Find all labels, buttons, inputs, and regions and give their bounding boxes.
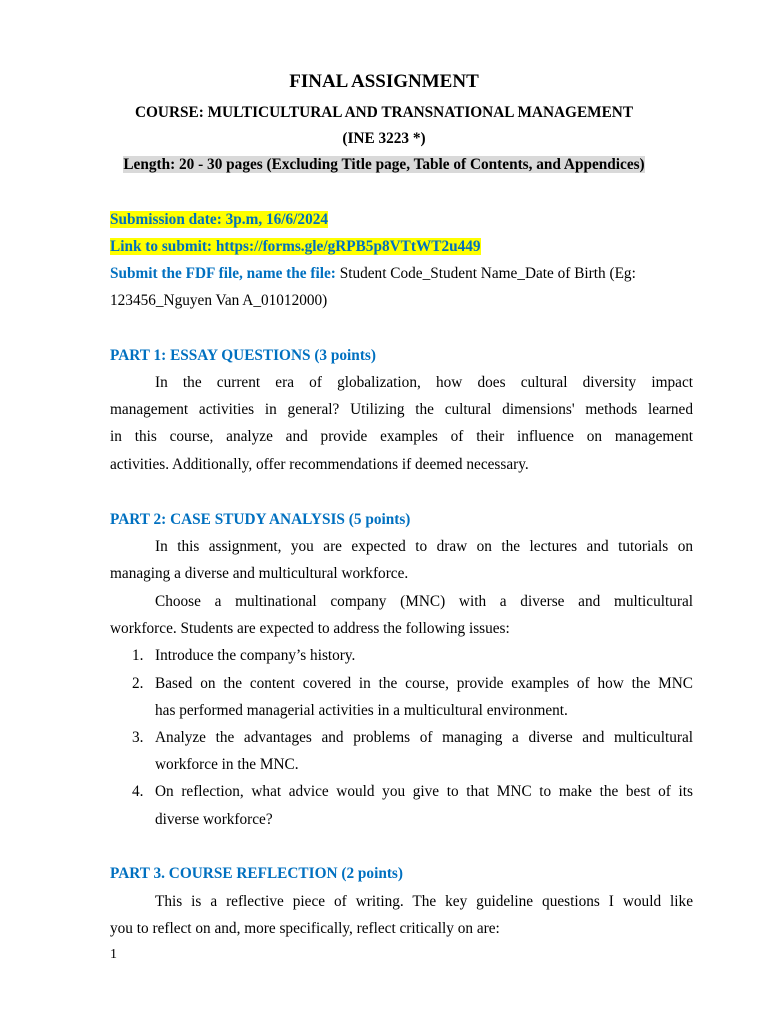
part3-line: This is a reflective piece of writing. The key guideline questions I would like <box>155 893 693 910</box>
part2-paragraph-line: In this assignment, you are expected to draw on the lectures and tutorials on <box>155 538 693 555</box>
course-code: (INE 3223 *) <box>342 130 426 147</box>
part3-line: you to reflect on and, more specifically, reflect critically on are: <box>110 920 500 937</box>
list-item: Introduce the company’s history. <box>155 647 356 664</box>
course-title: COURSE: MULTICULTURAL AND TRANSNATIONAL MANAGEMENT <box>134 104 634 121</box>
file-name-line <box>110 264 693 284</box>
list-number: 2. <box>132 675 144 692</box>
submission-date-line <box>110 210 693 230</box>
submission-date: Submission date: 3p.m, 16/6/2024 <box>110 211 329 228</box>
list-item: Analyze the advantages and problems of managing a diverse and multicultural <box>155 729 693 746</box>
part2-paragraph-line: managing a diverse and multicultural workforce. <box>110 565 409 582</box>
part2-paragraph-line: Choose a multinational company (MNC) with a diverse and multicultural <box>155 593 693 610</box>
part2-paragraph-line: workforce. Students are expected to address the following issues: <box>110 620 510 637</box>
list-number: 4. <box>132 783 144 800</box>
file-name-format: Student Code_Student Name_Date of Birth (Eg: <box>335 265 636 282</box>
submission-link-line <box>110 237 693 257</box>
part2-heading: PART 2: CASE STUDY ANALYSIS (5 points) <box>110 511 411 528</box>
list-number: 3. <box>132 729 144 746</box>
part1-line: activities. Additionally, offer recommendations if deemed necessary. <box>110 456 529 473</box>
list-item: On reflection, what advice would you give to that MNC to make the best of its <box>155 783 693 800</box>
page-number: 1 <box>110 947 117 962</box>
file-name-example: 123456_Nguyen Van A_01012000) <box>110 292 328 309</box>
part1-line: in this course, analyze and provide examples of their influence on management <box>110 428 693 445</box>
part3-heading: PART 3. COURSE REFLECTION (2 points) <box>110 865 403 882</box>
length-line-wrap <box>0 155 768 175</box>
part1-line: In the current era of globalization, how does cultural diversity impact <box>155 374 693 391</box>
part1-line: management activities in general? Utilizing the cultural dimensions' methods learned <box>110 401 693 418</box>
assignment-title: FINAL ASSIGNMENT <box>289 71 479 92</box>
submission-link[interactable]: Link to submit: https://forms.gle/gRPB5p8VTtWT2u449 <box>110 238 481 255</box>
length-requirement: Length: 20 - 30 pages (Excluding Title page, Table of Contents, and Appendices) <box>123 156 645 173</box>
list-item-continued: has performed managerial activities in a multicultural environment. <box>155 702 568 719</box>
part1-heading: PART 1: ESSAY QUESTIONS (3 points) <box>110 347 376 364</box>
list-item: Based on the content covered in the course, provide examples of how the MNC <box>155 675 693 692</box>
list-item-continued: diverse workforce? <box>155 811 273 828</box>
list-item-continued: workforce in the MNC. <box>155 756 299 773</box>
list-number: 1. <box>132 647 144 664</box>
file-name-label: Submit the FDF file, name the file: <box>110 265 336 282</box>
